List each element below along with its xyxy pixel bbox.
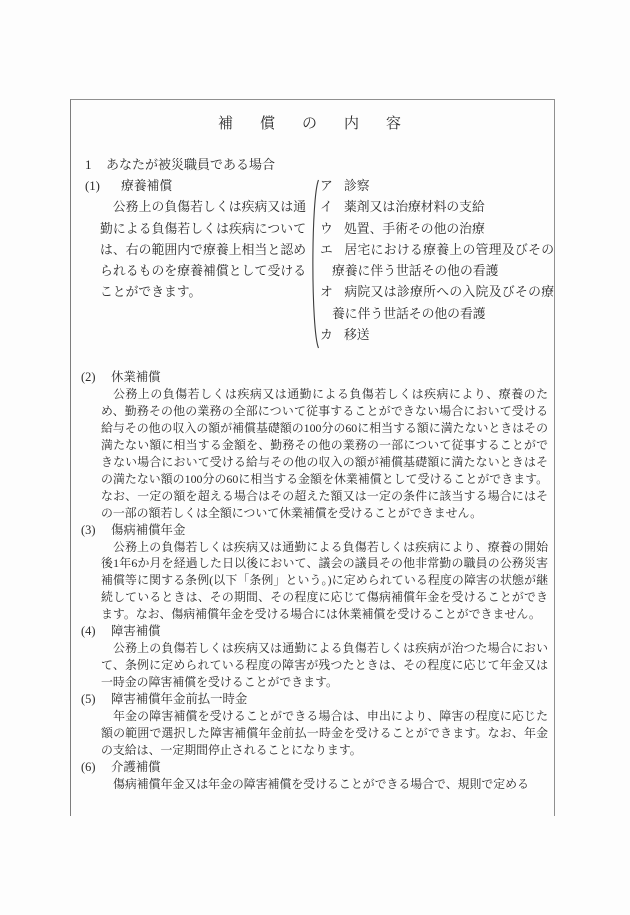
item-5-body: 年金の障害補償を受けることができる場合は、申出により、障害の程度に応じた額の範囲で選択した障害補償年金前払一時金を受けることができます。なお、年金の支給は、一定期間停止されることになります。: [101, 709, 548, 757]
section-heading-label: あなたが被災職員である場合: [106, 157, 276, 172]
item-6-block: [71, 759, 554, 793]
benefit-item: [320, 219, 554, 240]
page-title: 補 償 の 内 容: [217, 116, 407, 132]
item-3-title: 傷病補償年金: [111, 522, 186, 537]
item-4-label: (4): [81, 624, 96, 639]
benefit-kana: カ: [320, 328, 333, 343]
item-3-body: 公務上の負傷若しくは疾病又は通勤による負傷若しくは疾病により、療養の開始後1年6か月を経過した日以後において、議会の議員その他非常勤の職員の公務災害補償等に関する条例(以下「条例」という。)に定められている程度の障害の状態が継続しているときは、その期間、その程度に応じて傷病補償年金を受けることができます。なお、傷病補償年金を受ける場合には休業補償を受けることができません。: [101, 539, 548, 622]
item-6-heading: [81, 759, 554, 776]
section-number: 1: [85, 157, 92, 172]
item-2-body: 公務上の負傷若しくは疾病又は通勤による負傷若しくは疾病により、療養のため、勤務その他の業務の全部について従事することができない場合において受ける給与その他の収入の額が補償基礎額の100分の60に相当する額に満たないときはその満たない額に相当する金額を、勤務その他の業務の一部について従事することができない場合において受ける給与その他の収入の額が補償基礎額に満たないときはその満たない額の100分の60に相当する金額を休業補償として受けることができます。なお、一定の額を超える場合はその超えた額又は一定の条件に該当する場合にはその一部の額若しくは全額について休業補償を受けることができません。: [101, 386, 548, 520]
item-5-title: 障害補償年金前払一時金: [111, 692, 248, 707]
item-6-body: 傷病補償年金又は年金の障害補償を受けることができる場合で、規則で定める: [113, 776, 529, 791]
benefit-text: 病院又は診療所への入院及びその療養に伴う世話その他の看護: [332, 285, 554, 321]
benefit-text: 診察: [344, 179, 370, 193]
benefit-item: [320, 176, 554, 197]
benefit-kana: エ: [320, 242, 333, 257]
item-2-heading: [81, 369, 554, 386]
item-1-block: [71, 176, 554, 350]
section-heading: [85, 154, 554, 175]
benefit-text: 移送: [344, 328, 370, 343]
benefit-text: 処置、手術その他の治療: [344, 221, 485, 236]
items-2-to-6: [71, 369, 554, 793]
item-2-label: (2): [81, 370, 96, 384]
item-1-right-column: [307, 176, 554, 350]
benefit-item: [320, 325, 554, 346]
item-4-title: 障害補償: [111, 624, 161, 639]
item-1-heading: [85, 176, 307, 197]
item-4-heading: [81, 623, 554, 640]
item-3-block: [71, 522, 554, 624]
item-6-title: 介護補償: [111, 759, 161, 774]
item-2-block: [71, 369, 554, 522]
item-6-label: (6): [81, 759, 96, 774]
benefit-text: 居宅における療養上の管理及びその療養に伴う世話その他の看護: [332, 242, 554, 279]
benefit-item: [320, 282, 554, 325]
benefit-item: [320, 197, 554, 218]
item-5-block: [71, 691, 554, 759]
item-4-block: [71, 623, 554, 691]
item-5-label: (5): [81, 692, 96, 707]
benefit-text: 薬剤又は治療材料の支給: [344, 200, 485, 215]
item-3-heading: [81, 522, 554, 539]
item-5-heading: [81, 691, 554, 708]
item-1-title: 療養補償: [121, 179, 173, 193]
benefit-item: [320, 240, 554, 283]
item-4-body: 公務上の負傷若しくは疾病又は通勤による負傷若しくは疾病が治つた場合において、条例に定められている程度の障害が残つたときは、その程度に応じて年金又は一時金の障害補償を受けることができます。: [101, 641, 548, 690]
benefit-kana: ウ: [320, 221, 333, 236]
document-frame: [70, 99, 555, 816]
item-1-left-column: [71, 176, 307, 350]
left-parenthesis-icon: [307, 178, 320, 350]
benefit-list: [320, 176, 554, 346]
benefit-kana: ア: [320, 179, 333, 193]
item-2-title: 休業補償: [111, 370, 161, 384]
item-1-label: (1): [85, 179, 100, 193]
benefit-kana: オ: [320, 285, 333, 300]
benefit-kana: イ: [320, 200, 333, 215]
item-3-label: (3): [81, 522, 96, 537]
item-1-body: 公務上の負傷若しくは疾病又は通勤による負傷若しくは疾病については、右の範囲内で療養上相当と認められるものを療養補償として受けることができます。: [100, 200, 306, 300]
